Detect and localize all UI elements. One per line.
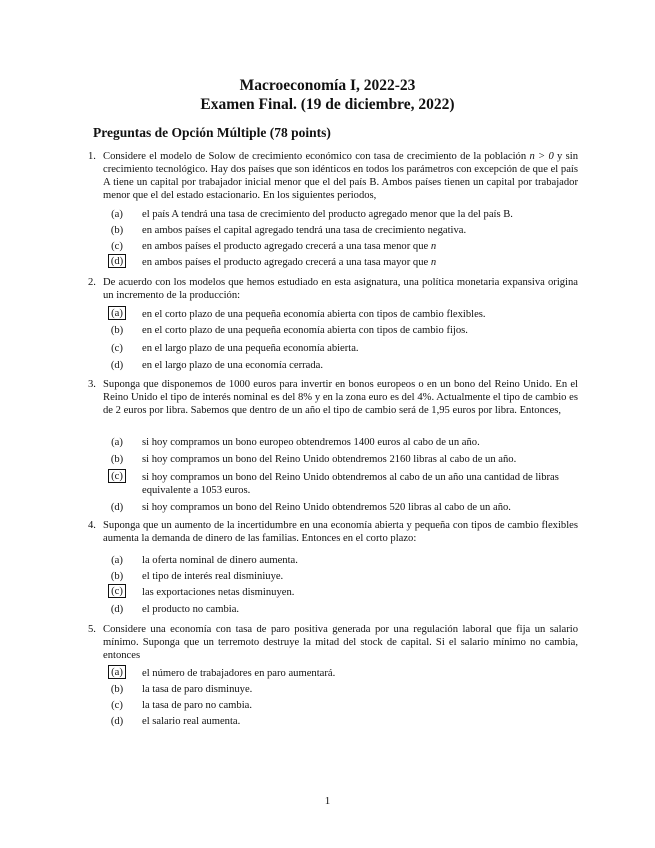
exam-subtitle: Examen Final. (19 de diciembre, 2022) bbox=[200, 96, 455, 113]
option-label: (a) bbox=[111, 555, 123, 566]
question-text: Suponga que disponemos de 1000 euros para invertir en bonos europeos o en un bono del Reino Unido. En el Reino Unido el tipo de interés nominal es del 8% y en la zona euro es del 4%. Actualmente el tipo de cambio es de 2 euros por libra. Sabemos que dentro de un año el tipo de cambio será de 1,95 euros por libra. Entonces, bbox=[103, 379, 578, 416]
option-label: (c) bbox=[111, 343, 123, 354]
page-number: 1 bbox=[324, 795, 331, 807]
question-number: 3. bbox=[88, 379, 96, 390]
option-label: (a) bbox=[111, 437, 123, 448]
option-text: la tasa de paro disminuye. bbox=[142, 684, 253, 695]
option-text: en el corto plazo de una pequeña economía abierta con tipos de cambio fijos. bbox=[142, 325, 468, 336]
option-text: en el corto plazo de una pequeña economía abierta con tipos de cambio flexibles. bbox=[142, 309, 486, 320]
question-text: Considere una economía con tasa de paro positiva generada por una regulación laboral que fija un salario mínimo. Suponga que un terremoto destruye la mitad del stock de capital. Si el salario mínimo no cambia, entonces bbox=[103, 624, 578, 661]
option-label: (d) bbox=[110, 360, 124, 371]
option-label: (d) bbox=[110, 716, 124, 727]
option-label: (b) bbox=[110, 325, 124, 336]
option-text: la oferta nominal de dinero aumenta. bbox=[142, 555, 298, 566]
question-text: Considere el modelo de Solow de crecimiento económico con tasa de crecimiento de la población n > 0 y sin crecimiento tecnológico. Hay dos países que son idénticos en todos los parámetros con excepción de que el país A tiene un capital por trabajador inicial menor que el del país B. Ambos países tienen un capital por trabajador menor que el del estado estacionario. En los siguientes periodos, bbox=[103, 151, 579, 201]
question-number: 5. bbox=[88, 624, 96, 635]
math-n-positive: n > 0 bbox=[529, 151, 554, 162]
selected-answer-box: (a) bbox=[108, 306, 126, 320]
section-title: Preguntas de Opción Múltiple (78 points) bbox=[93, 125, 331, 140]
selected-answer-box: (d) bbox=[108, 254, 126, 268]
option-label: (b) bbox=[110, 684, 124, 695]
option-text: en el largo plazo de una pequeña economía abierta. bbox=[142, 343, 359, 354]
question-text: Suponga que un aumento de la incertidumbre en una economía abierta y pequeña con tipos de cambio flexibles aumenta la demanda de dinero de las familias. Entonces en el corto plazo: bbox=[103, 520, 578, 544]
option-text: el producto no cambia. bbox=[142, 604, 240, 615]
question-number: 4. bbox=[88, 520, 96, 531]
option-text: las exportaciones netas disminuyen. bbox=[142, 587, 295, 598]
option-text: el país A tendrá una tasa de crecimiento del producto agregado menor que la del país B. bbox=[142, 209, 513, 220]
option-label: (b) bbox=[110, 225, 124, 236]
exam-title: Macroeconomía I, 2022-23 bbox=[239, 77, 416, 94]
option-text: el salario real aumenta. bbox=[142, 716, 241, 727]
option-text: si hoy compramos un bono europeo obtendremos 1400 euros al cabo de un año. bbox=[142, 437, 480, 448]
option-label: (c) bbox=[111, 241, 123, 252]
option-label: (b) bbox=[110, 454, 124, 465]
option-label: (d) bbox=[110, 502, 124, 513]
option-label: (b) bbox=[110, 571, 124, 582]
question-number: 2. bbox=[88, 277, 96, 288]
option-text: en ambos países el producto agregado crecerá a una tasa mayor que n bbox=[142, 257, 437, 268]
option-text: si hoy compramos un bono del Reino Unido obtendremos 520 libras al cabo de un año. bbox=[142, 502, 511, 513]
option-label: (c) bbox=[111, 700, 123, 711]
option-text: si hoy compramos un bono del Reino Unido obtendremos al cabo de un año una cantidad de libras equivalente a 1053 euros. bbox=[142, 472, 559, 496]
question-text: De acuerdo con los modelos que hemos estudiado en esta asignatura, una política monetaria expansiva origina un incremento de la producción: bbox=[103, 277, 578, 301]
selected-answer-box: (c) bbox=[108, 584, 126, 598]
option-text: en el largo plazo de una economía cerrada. bbox=[142, 360, 323, 371]
option-label: (a) bbox=[111, 209, 123, 220]
option-text: en ambos países el capital agregado tendrá una tasa de crecimiento negativa. bbox=[142, 225, 467, 236]
option-text: en ambos países el producto agregado crecerá a una tasa menor que n bbox=[142, 241, 437, 252]
question-number: 1. bbox=[88, 151, 96, 162]
option-label: (d) bbox=[110, 604, 124, 615]
option-text: la tasa de paro no cambia. bbox=[142, 700, 253, 711]
option-text: el número de trabajadores en paro aumentará. bbox=[142, 668, 336, 679]
selected-answer-box: (c) bbox=[108, 469, 126, 483]
selected-answer-box: (a) bbox=[108, 665, 126, 679]
option-text: el tipo de interés real disminiuye. bbox=[142, 571, 284, 582]
option-text: si hoy compramos un bono del Reino Unido obtendremos 2160 libras al cabo de un año. bbox=[142, 454, 517, 465]
